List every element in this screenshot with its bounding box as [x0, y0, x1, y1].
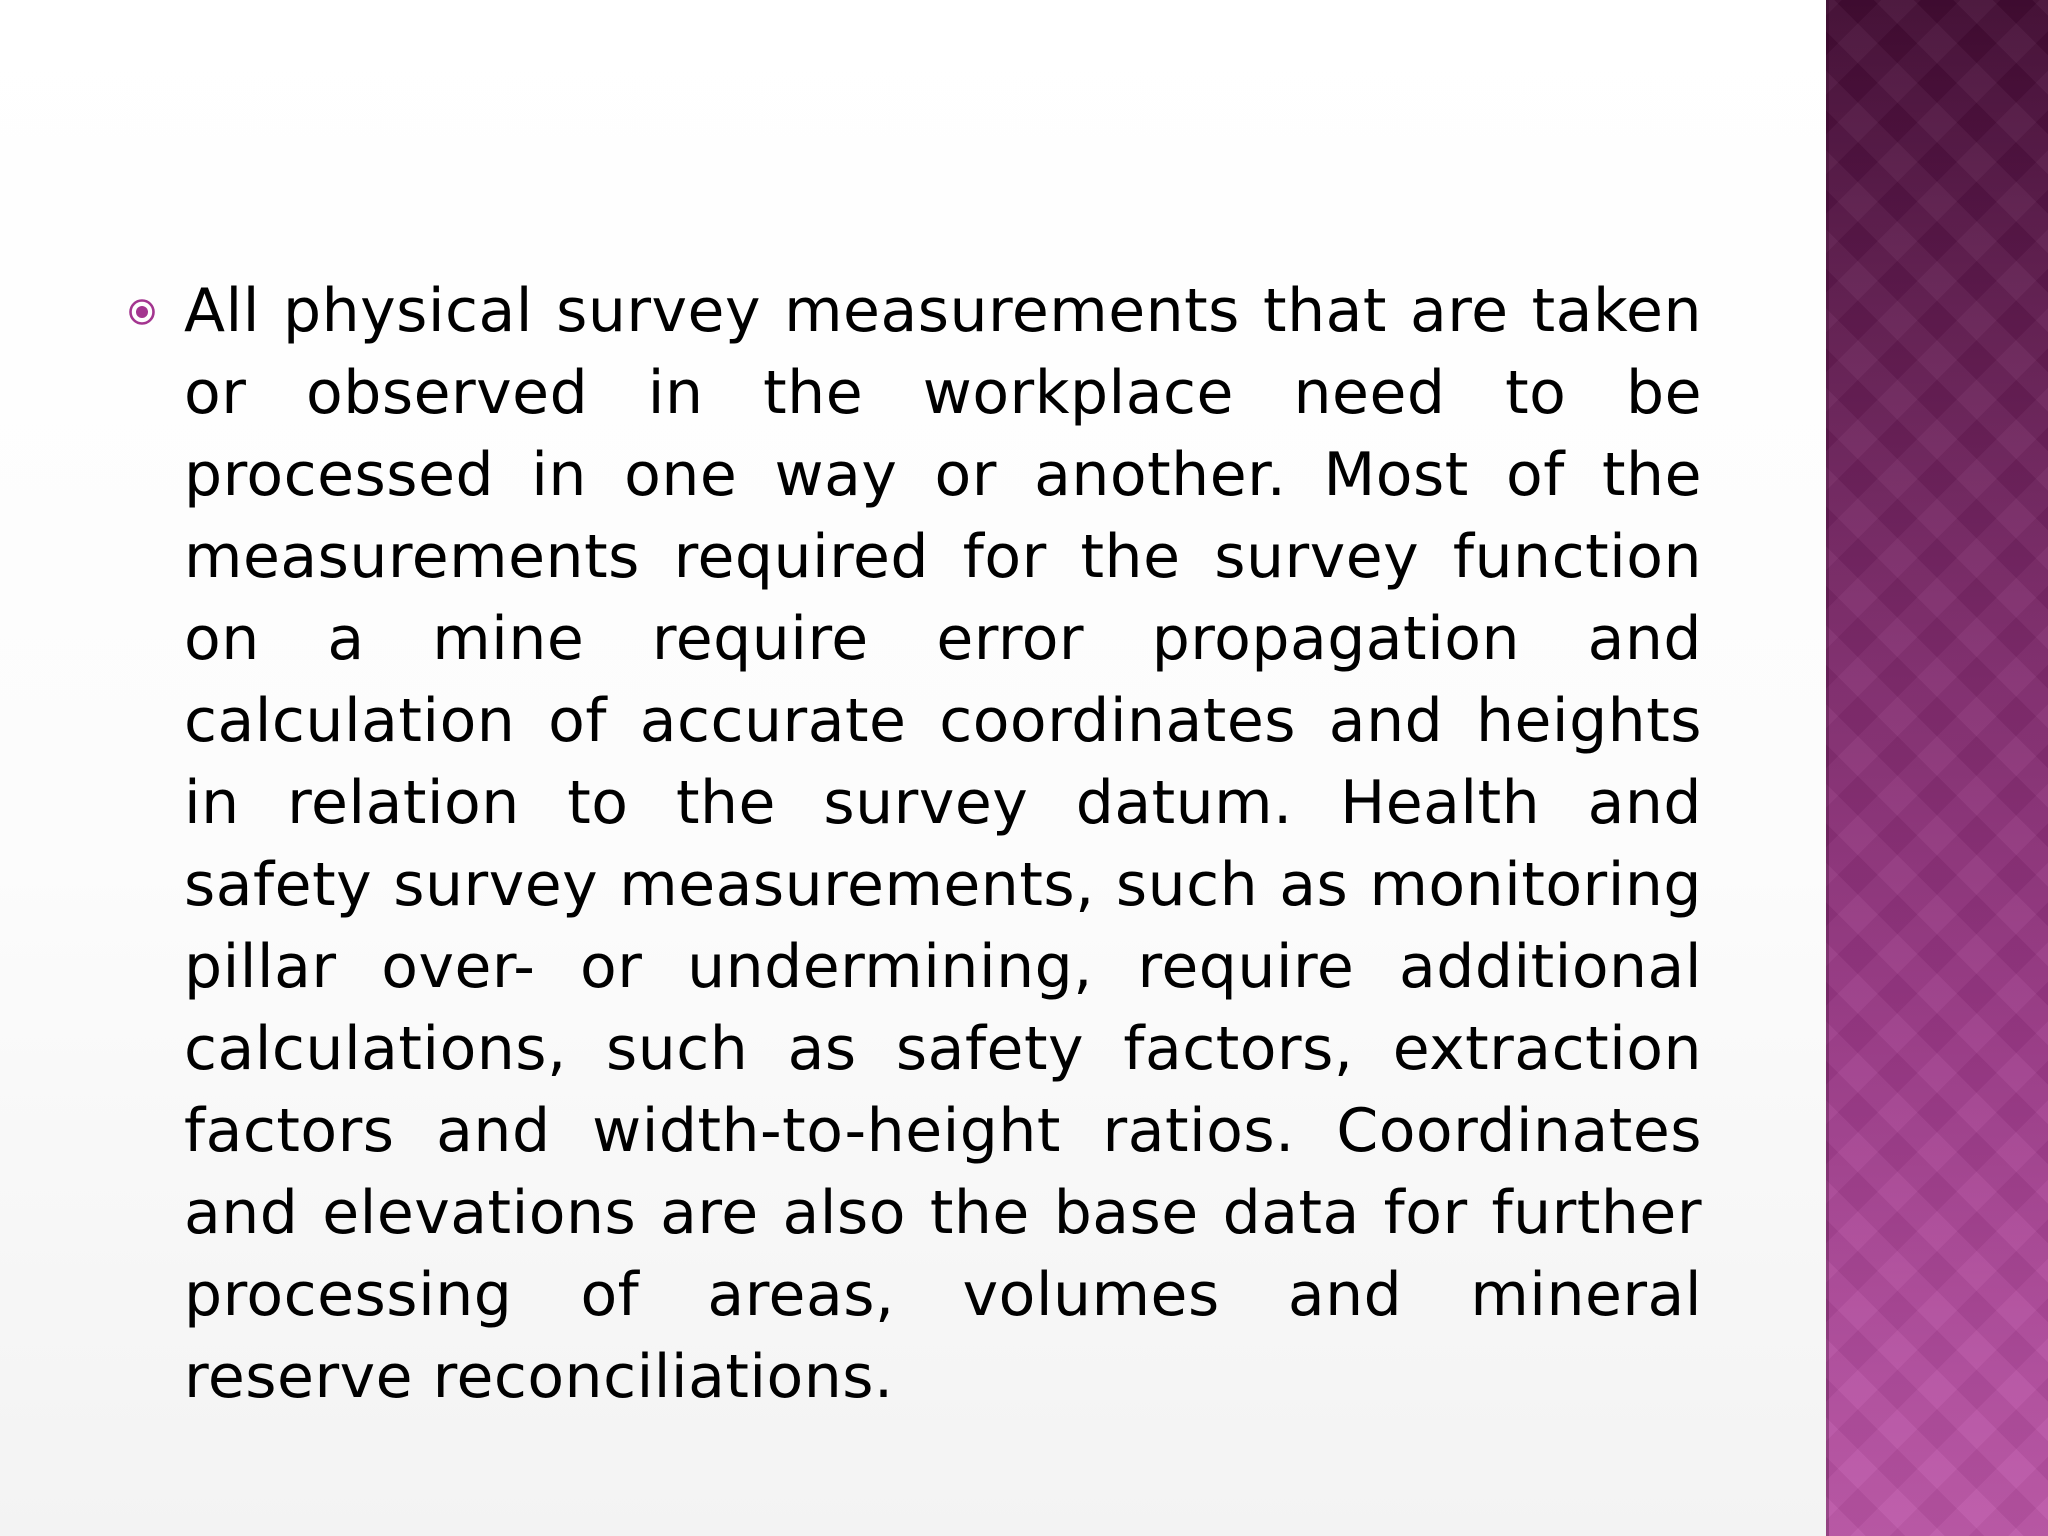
bullet-text: All physical survey measurements that are taken or observed in the workplace need to be processed in one way or another. Most of the measurements required for the survey function on a mine require error propagation and calculation of accurate coordinates and heights in relation to the survey datum. Health and safety survey measurements, such as monitoring pillar over- or undermining, require additional calculations, such as safety factors, extraction factors and width-to-height ratios. Coordinates and elevations are also the base data for further processing of areas, volumes and mineral reserve reconciliations.	[184, 276, 1702, 1412]
decorative-side-band	[1826, 0, 2048, 1536]
slide-content	[128, 270, 1702, 1418]
bullet-item	[128, 270, 1702, 1418]
side-band-edge	[1826, 0, 1829, 1536]
circled-dot-bullet-icon	[128, 298, 156, 326]
